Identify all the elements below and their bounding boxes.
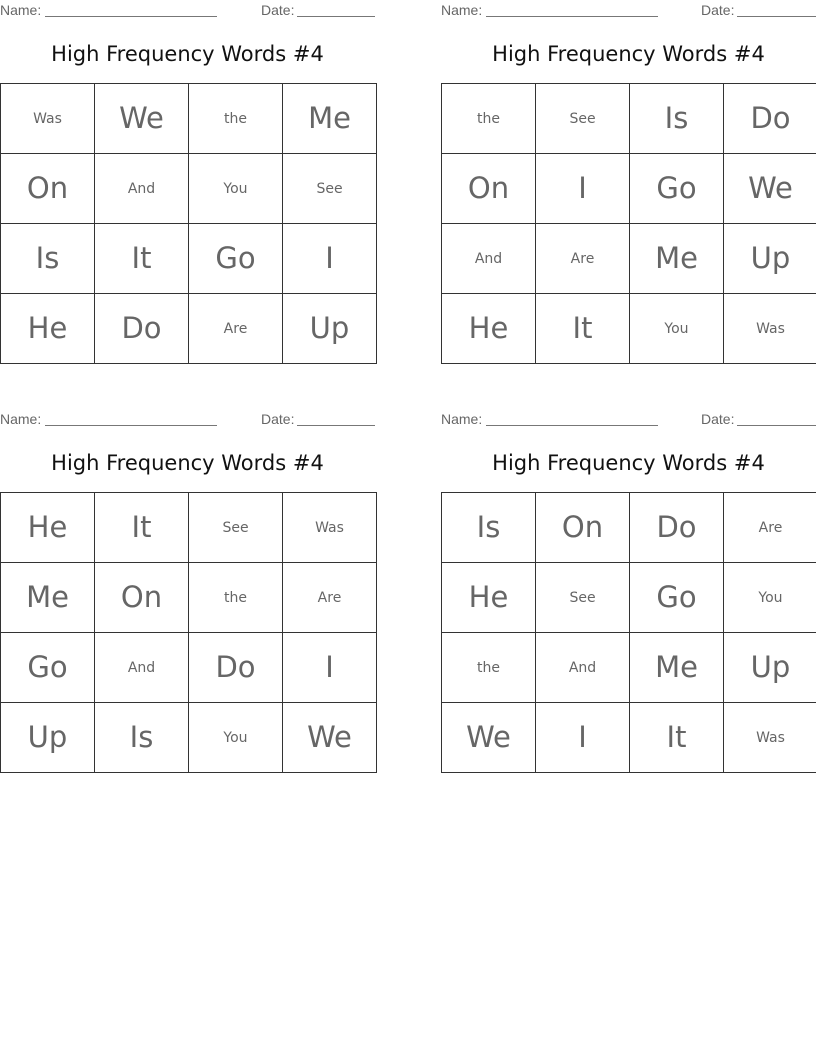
word-cell: Are [283,563,377,633]
word-cell: He [442,294,536,364]
word-cell: Was [724,294,816,364]
word-cell: the [189,84,283,154]
word-cell: Are [724,493,816,563]
word-cell: It [95,224,189,294]
word-cell: Are [536,224,630,294]
name-line [45,425,217,426]
grid-row [1,294,377,364]
word-cell: Go [630,154,724,224]
word-cell: You [189,703,283,773]
word-cell: See [189,493,283,563]
date-line [297,425,375,426]
word-grid [0,83,377,364]
word-cell: We [724,154,816,224]
grid-row [1,493,377,563]
word-cell: I [536,703,630,773]
grid-row [442,563,816,633]
word-cell: You [630,294,724,364]
name-label: Name: [441,2,483,18]
grid-row [442,294,816,364]
grid-row [1,703,377,773]
word-cell: On [536,493,630,563]
word-cell: I [536,154,630,224]
bingo-card-3 [0,409,375,771]
word-cell: And [95,154,189,224]
word-cell: He [442,563,536,633]
word-cell: See [283,154,377,224]
word-grid [441,492,816,773]
word-cell: Is [442,493,536,563]
grid-row [442,703,816,773]
word-cell: Do [724,84,816,154]
word-cell: It [630,703,724,773]
word-cell: Me [630,633,724,703]
card-header [441,409,816,429]
word-cell: On [442,154,536,224]
word-cell: Up [283,294,377,364]
word-grid [441,83,816,364]
word-cell: We [95,84,189,154]
word-cell: Do [189,633,283,703]
grid-row [1,563,377,633]
word-cell: Go [189,224,283,294]
word-cell: We [283,703,377,773]
word-cell: Do [95,294,189,364]
word-cell: Me [630,224,724,294]
word-cell: He [1,294,95,364]
word-cell: We [442,703,536,773]
date-label: Date: [701,2,735,18]
grid-row [442,154,816,224]
word-cell: Are [189,294,283,364]
card-header [441,0,816,20]
word-cell: Do [630,493,724,563]
word-cell: On [1,154,95,224]
grid-row [442,224,816,294]
grid-row [1,633,377,703]
word-cell: the [442,84,536,154]
card-title: High Frequency Words #4 [51,42,324,66]
word-cell: the [189,563,283,633]
word-cell: And [95,633,189,703]
word-grid [0,492,377,773]
word-cell: Up [724,224,816,294]
word-cell: Me [283,84,377,154]
word-cell: Is [95,703,189,773]
date-line [737,16,816,17]
card-header [0,0,375,20]
word-cell: Go [630,563,724,633]
grid-row [442,493,816,563]
date-line [737,425,816,426]
word-cell: Was [724,703,816,773]
word-cell: It [536,294,630,364]
date-line [297,16,375,17]
date-label: Date: [261,411,295,427]
name-line [45,16,217,17]
word-cell: See [536,563,630,633]
name-line [486,16,658,17]
word-cell: I [283,224,377,294]
card-title: High Frequency Words #4 [492,42,765,66]
grid-row [442,84,816,154]
word-cell: Go [1,633,95,703]
date-label: Date: [701,411,735,427]
word-cell: the [442,633,536,703]
word-cell: Is [630,84,724,154]
bingo-card-4 [441,409,816,771]
word-cell: And [536,633,630,703]
word-cell: Up [1,703,95,773]
grid-row [442,633,816,703]
word-cell: Up [724,633,816,703]
word-cell: I [283,633,377,703]
card-title: High Frequency Words #4 [51,451,324,475]
grid-row [1,154,377,224]
bingo-card-1 [0,0,375,362]
grid-row [1,224,377,294]
word-cell: Me [1,563,95,633]
bingo-card-2 [441,0,816,362]
word-cell: Is [1,224,95,294]
word-cell: On [95,563,189,633]
word-cell: See [536,84,630,154]
word-cell: And [442,224,536,294]
card-title: High Frequency Words #4 [492,451,765,475]
date-label: Date: [261,2,295,18]
word-cell: It [95,493,189,563]
card-header [0,409,375,429]
name-label: Name: [0,411,42,427]
name-label: Name: [0,2,42,18]
word-cell: You [189,154,283,224]
name-line [486,425,658,426]
grid-row [1,84,377,154]
name-label: Name: [441,411,483,427]
word-cell: He [1,493,95,563]
word-cell: Was [283,493,377,563]
word-cell: Was [1,84,95,154]
word-cell: You [724,563,816,633]
